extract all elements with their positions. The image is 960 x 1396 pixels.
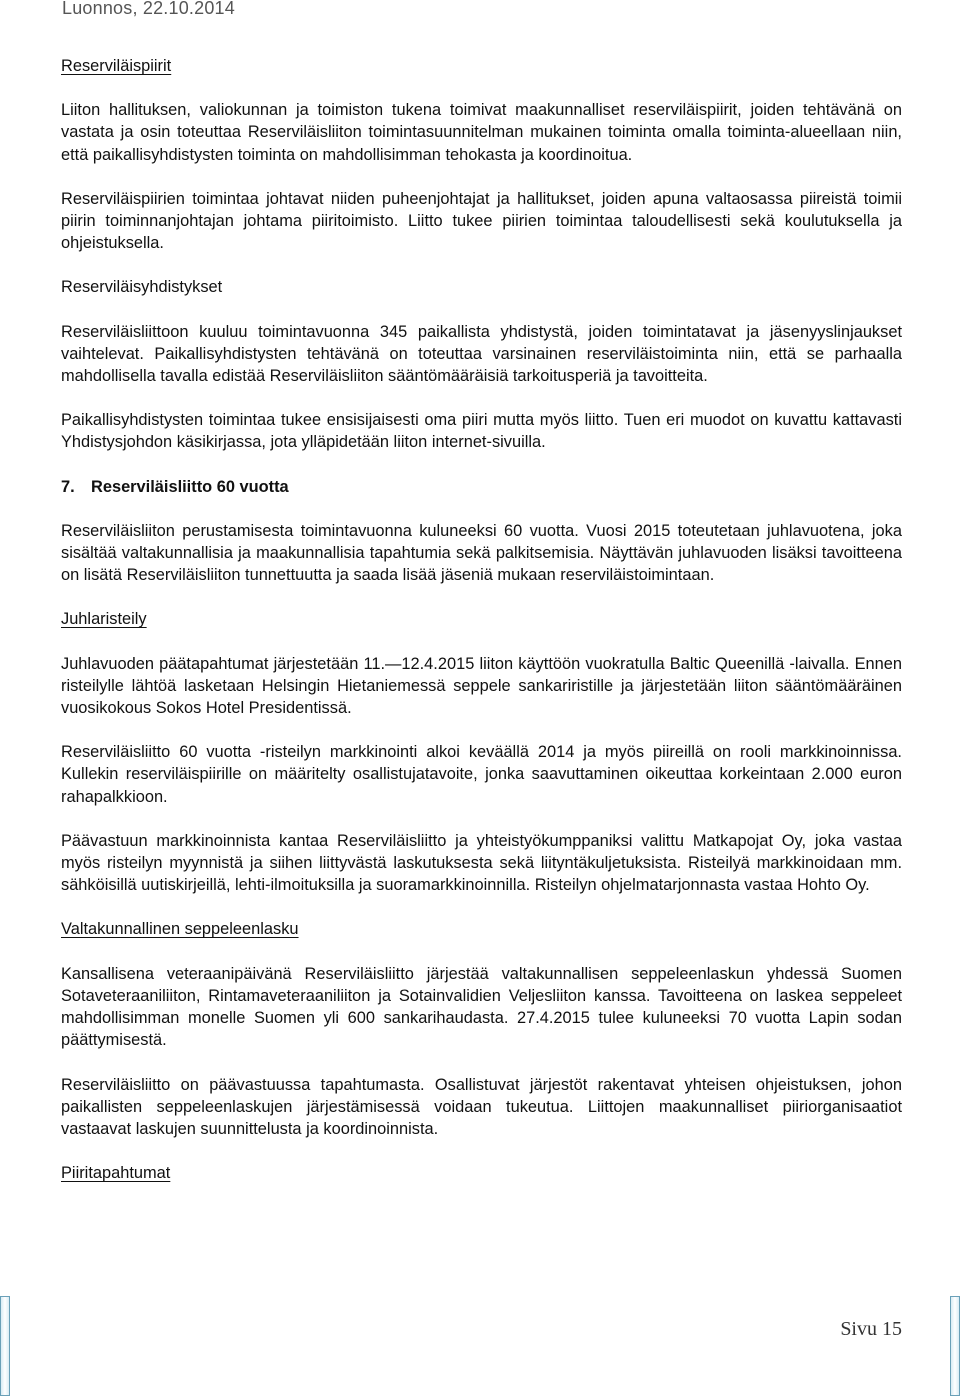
- paragraph: Reserviläisliitto 60 vuotta -risteilyn markkinointi alkoi keväällä 2014 ja myös piireillä on rooli markkinoinnissa. Kullekin reserviläispiirille on määritelty osallistujatavoite, jonka saavuttaminen oikeuttaa korkeintaan 2.000 euron rahapalkkioon.: [61, 743, 902, 806]
- paragraph: Reserviläispiirien toimintaa johtavat niiden puheenjohtajat ja hallitukset, joiden apuna valtaosassa piireistä toimii piirin toiminnanjohtajan johtama piiritoimisto. Liitto tukee piirien toimintaa taloudellisesti sekä koulutuksella ja ohjeistuksella.: [61, 189, 902, 253]
- page-content: [61, 55, 902, 1206]
- draft-date-header: Luonnos, 22.10.2014: [62, 0, 235, 18]
- paragraph: Reserviläisliittoon kuuluu toimintavuonna 345 paikallista yhdistystä, joiden toimintatavat ja jäsenyyslinjaukset vaihtelevat. Paikallisyhdistysten tehtävänä on toteuttaa varsinainen reserviläistoiminta niin, että se parhaalla mahdollisella tavalla edistää Reserviläisliiton sääntömääräisiä tarkoitusperiä ja tavoitteita.: [61, 322, 902, 386]
- section-number: 7.: [61, 477, 75, 496]
- footer-decoration-left: [0, 1296, 10, 1396]
- paragraph: Paikallisyhdistysten toimintaa tukee ensisijaisesti oma piiri mutta myös liitto. Tuen eri muodot on kuvattu kattavasti Yhdistysjohdon käsikirjassa, jota ylläpidetään liiton internet-sivuilla.: [61, 411, 902, 452]
- heading-seppeleenlasku: Valtakunnallinen seppeleenlasku: [61, 920, 299, 939]
- paragraph: Reserviläisliitto on päävastuussa tapahtumasta. Osallistuvat järjestöt rakentavat yhteisen ohjeistuksen, johon paikallisten seppeleenlaskujen järjestämisessä voidaan tukeutua. Liittojen maakunnalliset piiriorganisaatiot vastaavat laskujen suunnittelusta ja koordinoinnista.: [61, 1075, 902, 1138]
- paragraph: Kansallisena veteraanipäivänä Reserviläisliitto järjestää valtakunnallisen seppeleenlaskun yhdessä Suomen Sotaveteraaniliiton, Rintamaveteraaniliiton ja Sotainvalidien Veljesliiton kanssa. Tavoitteena on laskea seppeleet mahdollisimman monelle Suomen yli 600 sankarihaudasta. 27.4.2015 tulee kuluneeksi 70 vuotta Lapin sodan päättymisestä.: [61, 964, 902, 1050]
- footer-decoration-right: [950, 1296, 960, 1396]
- heading-reservilaispiirit: Reserviläispiirit: [61, 57, 172, 75]
- paragraph: Juhlavuoden päätapahtumat järjestetään 11.—12.4.2015 liiton käyttöön vuokratulla Baltic Queenillä -laivalla. Ennen risteilylle lähtöä lasketaan Helsingin Hietaniemessä seppele sankariristille ja järjestetään liiton sääntömääräinen vuosikokous Sokos Hotel Presidentissä.: [61, 654, 902, 718]
- paragraph: Reserviläisliiton perustamisesta toimintavuonna kuluneeksi 60 vuotta. Vuosi 2015 toteutetaan juhlavuotena, joka sisältää valtakunnallisia ja maakunnallisia tapahtumia sekä palkitsemisia. Näyttävän juhlavuoden lisäksi tavoitteena on lisätä Reserviläisliiton tunnettuutta ja saada lisää jäseniä mukaan reserviläistoimintaan.: [61, 521, 902, 585]
- heading-piiritapahtumat: Piiritapahtumat: [61, 1164, 171, 1183]
- paragraph: Päävastuun markkinoinnista kantaa Reserviläisliitto ja yhteistyökumppaniksi valittu Matkapojat Oy, joka vastaa myös risteilyn myynnistä ja siihen liittyvästä laskutuksesta sekä liityntäkuljetuksista. Risteilyä markkinoidaan mm. sähköisillä uutiskirjeillä, lehti-ilmoituksilla ja suoramarkkinoinnilla. Risteilyn ohjelmatarjonnasta vastaa Hohto Oy.: [61, 831, 902, 895]
- section-title-text: Reserviläisliitto 60 vuotta: [91, 477, 289, 496]
- heading-reservilaisyhdistykset: Reserviläisyhdistykset: [61, 278, 223, 297]
- section-7-title: [61, 476, 902, 498]
- paragraph: Liiton hallituksen, valiokunnan ja toimiston tukena toimivat maakunnalliset reserviläispiirit, joiden tehtävänä on vastata ja osin toteuttaa Reserviläisliiton toimintasuunnitelman mukainen toiminta omalla toiminta-alueellaan niin, että paikallisyhdistysten toiminta on mahdollisimman tehokasta ja koordinoitua.: [61, 101, 902, 164]
- heading-juhlaristeily: Juhlaristeily: [61, 610, 147, 629]
- page-number: Sivu 15: [840, 1318, 902, 1340]
